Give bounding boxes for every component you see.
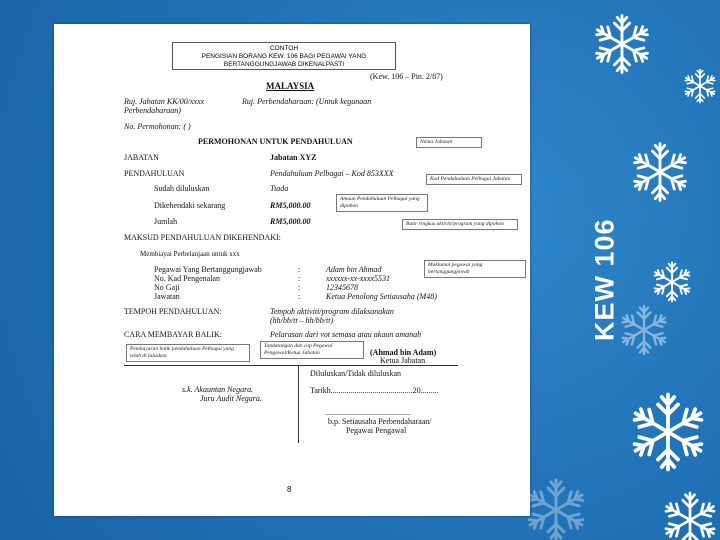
- dikehendaki-label: Dikehendaki sekarang: [154, 201, 226, 210]
- tempoh-value-2: (hh/bb/tt – hh/bb/tt): [270, 316, 334, 325]
- colon: :: [298, 292, 301, 301]
- maksud-value: Membiayai Perbelanjaan untuk xxx: [140, 250, 240, 258]
- colon: :: [298, 274, 301, 283]
- header-line-3: BERTANGGUNGJAWAB DIKENALPASTI: [223, 61, 345, 68]
- tempoh-label: TEMPOH PENDAHULUAN:: [124, 307, 222, 316]
- cara-label: CARA MEMBAYAR BALIK:: [124, 330, 222, 339]
- note-nama-jabatan: Nama Jabatan: [416, 137, 482, 148]
- kp-value: xxxxxx-xx-xxxx5531: [326, 274, 390, 283]
- note-butir: Butir ringkas aktiviti/program yang dipohon: [402, 219, 518, 230]
- sudah-label: Sudah diluluskan: [154, 184, 210, 193]
- note-pembayaran: Pembayaran balik pendahuluan Pelbagai yang telah di luluskan: [126, 344, 250, 362]
- jawatan-value: Ketua Penolong Setiausaha (M48): [326, 292, 437, 301]
- bp-pegawai: Pegawai Pengawal: [346, 426, 407, 435]
- maksud-label: MAKSUD PENDAHULUAN DIKEHENDAKI:: [124, 233, 281, 242]
- cara-value: Pelarasan dari vot semasa atau akaun amanah: [270, 330, 422, 339]
- kp-label: No. Kad Pengenalan: [154, 274, 220, 283]
- diluluskan: Diluluskan/Tidak diluluskan: [310, 369, 402, 378]
- document-page: [54, 24, 530, 516]
- slide-side-title: KEW 106: [589, 218, 620, 342]
- sudah-value: Tiada: [270, 184, 289, 193]
- jabatan-label: JABATAN: [124, 153, 159, 162]
- divider-line: [124, 365, 458, 366]
- ruj-perbendaharaan: Ruj. Perbendaharaan: (Untuk kegunaan: [242, 97, 372, 106]
- header-box: [172, 42, 396, 70]
- header-line-2: PENGISIAN BORANG KEW. 106 BAGI PEGAWAI YANG: [201, 53, 367, 60]
- signatory-name: (Ahmad bin Adam): [370, 348, 437, 357]
- signature-dots: ..........................................: [326, 408, 410, 417]
- jumlah-label: Jumlah: [154, 217, 178, 226]
- no-permohonan: No. Permohonan: ( ): [124, 122, 191, 131]
- note-tandatangan: Tandatangan dan cop Pegawai Pengawal/Ketua Jabatan: [260, 341, 364, 359]
- jumlah-value: RM5,000.00: [270, 217, 311, 226]
- tempoh-value-1: Tempoh aktiviti/program dilaksanakan: [270, 307, 394, 316]
- jawatan-label: Jawatan: [154, 292, 180, 301]
- ruj-perbendaharaan-2: Perbendaharaan): [124, 106, 181, 115]
- note-maklumat: Maklumat pegawai yang bertanggungjawab: [424, 260, 526, 278]
- note-amaun: Amaun Pendahuluan Pelbagai yang dipohon: [336, 194, 428, 212]
- main-title: PERMOHONAN UNTUK PENDAHULUAN: [198, 137, 353, 146]
- page-number: 8: [287, 485, 292, 494]
- sk-akauntan: s.k. Akauntan Negara.: [182, 385, 254, 394]
- pegawai-value: Adam bin Ahmad: [326, 265, 382, 274]
- vertical-divider: [298, 365, 299, 443]
- tarikh: Tarikh.........................................20.........: [310, 386, 439, 395]
- gaji-label: No Gaji: [154, 283, 180, 292]
- colon: :: [298, 265, 301, 274]
- gaji-value: 12345678: [326, 283, 358, 292]
- sk-audit: Juru Audit Negara.: [200, 394, 262, 403]
- ruj-jabatan: Ruj. Jabatan KK/00/xxxx: [124, 97, 205, 106]
- pendahuluan-label: PENDAHULUAN: [124, 169, 185, 178]
- kew-reference: (Kew. 106 – Pin. 2/87): [370, 72, 443, 81]
- bp-setiausaha: b.p. Setiausaha Perbendaharaan/: [328, 417, 432, 426]
- signatory-title: Ketua Jabatan: [380, 356, 426, 365]
- colon: :: [298, 283, 301, 292]
- pegawai-label: Pegawai Yang Bertanggungjawab: [154, 265, 262, 274]
- dikehendaki-value: RM5,000.00: [270, 201, 311, 210]
- header-line-1: CONTOH: [269, 45, 299, 52]
- note-kod: Kod Pendahuluan Pelbagai Jabatan: [426, 174, 522, 185]
- pendahuluan-value: Pendahuluan Pelbagai – Kod 853XXX: [270, 169, 394, 178]
- jabatan-value: Jabatan XYZ: [270, 153, 317, 162]
- country-heading: MALAYSIA: [266, 81, 315, 91]
